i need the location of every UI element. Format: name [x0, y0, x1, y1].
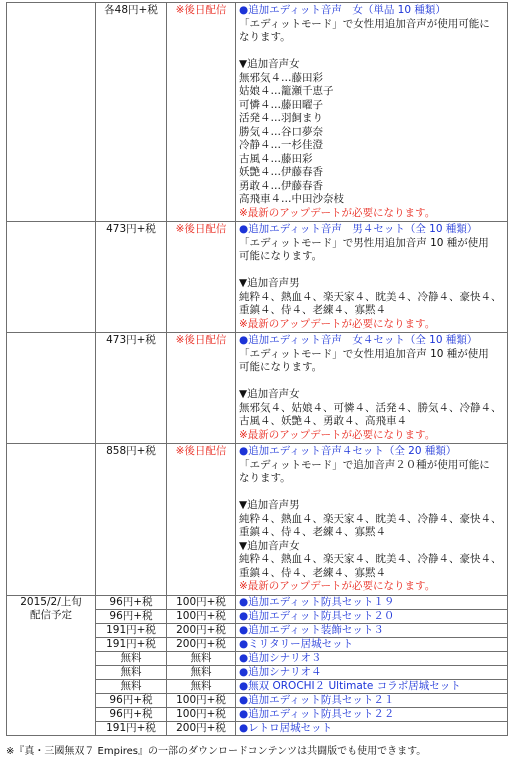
- price-incl-cell: 100円+税: [167, 707, 236, 721]
- description-line: ▼追加音声男: [239, 277, 300, 289]
- item-title: ●レトロ居城セット: [236, 721, 508, 735]
- status-cell: ※後日配信: [167, 3, 236, 222]
- description-line: [239, 486, 504, 500]
- status-cell: ※後日配信: [167, 333, 236, 444]
- price-incl-cell: 200円+税: [167, 721, 236, 735]
- item-title: ●追加エディット防具セット１９: [236, 595, 508, 609]
- description-line: 可能になります。: [239, 361, 323, 373]
- price-cell: 473円+税: [96, 333, 167, 444]
- price-incl-cell: 100円+税: [167, 693, 236, 707]
- detail-row: [7, 333, 508, 444]
- description-line: 可憐４…藤田曜子: [239, 98, 323, 111]
- date-cell: [7, 3, 96, 222]
- description-cell: [236, 333, 508, 444]
- price-cell: 858円+税: [96, 444, 167, 596]
- status-cell: ※後日配信: [167, 222, 236, 333]
- description-cell: [236, 444, 508, 596]
- price-incl-cell: 無料: [167, 651, 236, 665]
- price-incl-cell: 無料: [167, 679, 236, 693]
- item-title: ●追加エディット音声 女（単品 10 種類）: [239, 4, 446, 16]
- description-line: 活発４…羽飼まり: [239, 112, 323, 124]
- price-cell: 191円+税: [96, 623, 167, 637]
- date-cell: [7, 444, 96, 596]
- description-line: なります。: [239, 472, 291, 484]
- description-cell: [236, 3, 508, 222]
- description-line: 「エディットモード」で追加音声２０種が使用可能に: [239, 458, 490, 471]
- price-cell: 96円+税: [96, 595, 167, 609]
- description-line: 冷静４…一杉佳澄: [239, 139, 323, 151]
- description-line: 勇敢４…伊藤春香: [239, 179, 323, 192]
- price-cell: 96円+税: [96, 707, 167, 721]
- description-line: 古風４…藤田彩: [239, 152, 313, 165]
- description-line: 重鎮４、侍４、老練４、寡黙４: [239, 526, 386, 538]
- price-cell: 191円+税: [96, 721, 167, 735]
- detail-row: [7, 3, 508, 222]
- item-title: ●ミリタリー居城セット: [236, 637, 508, 651]
- description-line: 重鎮４、侍４、老練４、寡黙４: [239, 566, 386, 579]
- description-line: 姑娘４…籠瀬千恵子: [239, 85, 334, 97]
- dlc-table-body: [7, 3, 508, 736]
- description-line: [239, 375, 504, 389]
- description-line: 可能になります。: [239, 250, 323, 262]
- description-line: ▼追加音声女: [239, 388, 300, 400]
- schedule-date: 2015/2/上旬: [20, 595, 82, 608]
- item-title: ●追加シナリオ４: [236, 665, 508, 679]
- price-cell: 191円+税: [96, 637, 167, 651]
- description-line: 重鎮４、侍４、老練４、寡黙４: [239, 304, 386, 316]
- description-line: 古風４、妖艶４、勇敢４、高飛車４: [239, 415, 407, 427]
- description-line: 純粋４、熱血４、楽天家４、眈美４、冷静４、豪快４、: [239, 290, 502, 303]
- description-line: ▼追加音声女: [239, 58, 300, 70]
- price-incl-cell: 200円+税: [167, 637, 236, 651]
- description-line: ▼追加音声女: [239, 539, 300, 552]
- price-cell: 無料: [96, 679, 167, 693]
- update-note: ※最新のアップデートが必要になります。: [239, 428, 436, 441]
- item-title: ●追加エディット防具セット２２: [236, 707, 508, 721]
- description-line: 無邪気４、姑娘４、可憐４、活発４、勝気４、冷静４、: [239, 401, 502, 414]
- update-note: ※最新のアップデートが必要になります。: [239, 580, 436, 592]
- description-cell: [236, 222, 508, 333]
- item-title: ●追加シナリオ３: [236, 651, 508, 665]
- price-incl-cell: 100円+税: [167, 595, 236, 609]
- description-line: 無邪気４…藤田彩: [239, 71, 323, 84]
- description-line: 「エディットモード」で女性用追加音声 10 種が使用: [239, 347, 489, 360]
- price-incl-cell: 200円+税: [167, 623, 236, 637]
- description-line: [239, 45, 504, 59]
- simple-row: [7, 595, 508, 609]
- description-line: 純粋４、熱血４、楽天家４、眈美４、冷静４、豪快４、: [239, 553, 502, 565]
- schedule-label: 配信予定: [30, 608, 72, 621]
- item-title: ●無双 OROCHI２ Ultimate コラボ居城セット: [236, 679, 508, 693]
- price-cell: 各48円+税: [96, 3, 167, 222]
- footer-note: ※『真・三國無双７ Empires』の一部のダウンロードコンテンツは共闘版でも使用できます。: [6, 746, 427, 757]
- price-cell: 473円+税: [96, 222, 167, 333]
- status-cell: ※後日配信: [167, 444, 236, 596]
- price-incl-cell: 無料: [167, 665, 236, 679]
- description-line: 高飛車４…中田沙奈枝: [239, 193, 344, 205]
- price-cell: 96円+税: [96, 693, 167, 707]
- update-note: ※最新のアップデートが必要になります。: [239, 206, 436, 219]
- price-incl-cell: 100円+税: [167, 609, 236, 623]
- description-line: 純粋４、熱血４、楽天家４、眈美４、冷静４、豪快４、: [239, 512, 502, 525]
- description-line: 「エディットモード」で女性用追加音声が使用可能に: [239, 17, 490, 30]
- description-line: 勝気４…谷口夢奈: [239, 125, 323, 138]
- description-line: [239, 264, 504, 278]
- item-title: ●追加エディット音声４セット（全 20 種類）: [239, 445, 457, 457]
- description-line: ▼追加音声男: [239, 499, 300, 511]
- date-cell: [7, 333, 96, 444]
- description-line: 妖艶４…伊藤春香: [239, 166, 323, 178]
- detail-row: [7, 222, 508, 333]
- item-title: ●追加エディット防具セット２０: [236, 609, 508, 623]
- date-cell: [7, 222, 96, 333]
- item-title: ●追加エディット装飾セット３: [236, 623, 508, 637]
- item-title: ●追加エディット音声 男４セット（全 10 種類）: [239, 223, 478, 235]
- description-line: なります。: [239, 31, 291, 43]
- schedule-cell: [7, 595, 96, 735]
- price-cell: 無料: [96, 651, 167, 665]
- price-cell: 96円+税: [96, 609, 167, 623]
- item-title: ●追加エディット音声 女４セット（全 10 種類）: [239, 334, 478, 346]
- description-line: 「エディットモード」で男性用追加音声 10 種が使用: [239, 236, 489, 249]
- item-title: ●追加エディット防具セット２１: [236, 693, 508, 707]
- detail-row: [7, 444, 508, 596]
- update-note: ※最新のアップデートが必要になります。: [239, 317, 436, 330]
- price-cell: 無料: [96, 665, 167, 679]
- dlc-table: [6, 2, 508, 736]
